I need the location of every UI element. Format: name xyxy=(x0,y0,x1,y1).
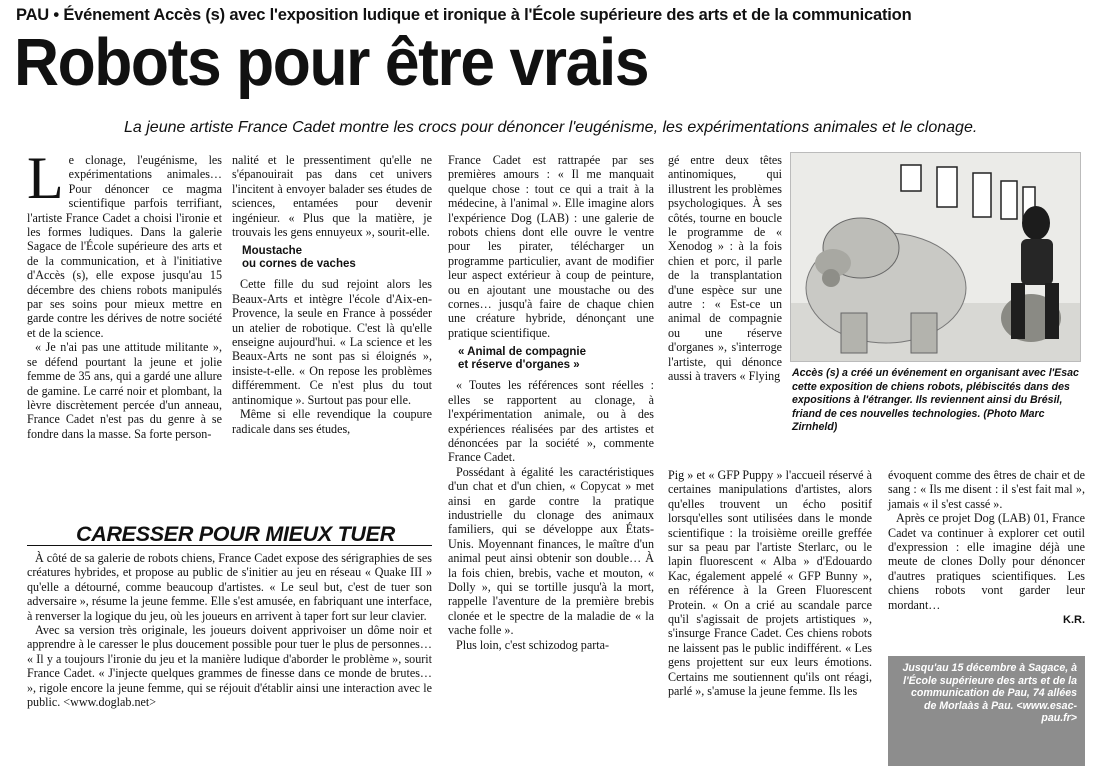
kicker: PAU • Événement Accès (s) avec l'exposition ludique et ironique à l'École supérieure des arts et de la communication xyxy=(16,6,912,24)
standfirst: La jeune artiste France Cadet montre les crocs pour dénoncer l'eugénisme, les expérimentations animales et le clonage. xyxy=(124,119,978,136)
paragraph: Même si elle revendique la coupure radicale dans ses études, xyxy=(232,407,432,436)
column-3 xyxy=(448,153,654,652)
paragraph: À côté de sa galerie de robots chiens, France Cadet expose des sérigraphies de ses créatures hybrides, et propose au public de s'initier au jeu en réseau « Quake III » qu'elle a détourné, comme beaucoup d'artistes. « Le seul but, c'est de tuer son adversaire », résume la jeune femme. Elle s'est amusée, en fabriquant une interface, à renverser la logique du jeu, où les joueurs en arrivent à taper fort sur leur clavier. xyxy=(27,551,432,623)
column-1 xyxy=(27,145,222,441)
paragraph: nalité et le pressentiment qu'elle ne s'épanouirait pas dans cet univers l'incitent à envoyer balader ses études de sciences, entamées pour devenir ingénieur. « Plus que la matière, je trouvais les gens ennuyeux », sourit-elle. xyxy=(232,153,432,240)
column-2 xyxy=(232,153,432,436)
paragraph: Cette fille du sud rejoint alors les Beaux-Arts et intègre l'école d'Aix-en-Provence, la seule en France à posséder un atelier de robotique. C'est là qu'elle enseigne aujourd'hui. « La science et les Beaux-Arts ne sont pas si éloignés », insiste-t-elle. « On repose les problèmes différemment. Ce n'est plus du tout antinomique ». Surtout pas pour elle. xyxy=(232,277,432,407)
subhead-line: et réserve d'organes » xyxy=(458,359,580,372)
paragraph: Avec sa version très originale, les joueurs doivent apprivoiser un dôme noir et apprendre à le caresser le plus doucement possible pour tuer le plus de personnes… « Il y a toujours l'ironie du jeu et la manière ludique d'aborder le problème », sourit France Cadet. « J'injecte quelques grammes de finesse dans ce monde de brutes… », rigole encore la jeune femme, qui se réjouit d'établir ainsi une interaction avec le public. <www.doglab.net> xyxy=(27,623,432,710)
subhead xyxy=(458,346,654,372)
paragraph: Après ce projet Dog (LAB) 01, France Cadet va continuer à explorer cet outil d'expression : elle imagine déjà une meute de clones Dolly pour dénoncer d'autres pratiques scientifiques. Les chiens robots vont garder leur mordant… xyxy=(888,511,1085,612)
author-signature: K.R. xyxy=(1063,614,1085,627)
photo-illustration xyxy=(791,153,1081,362)
info-box: Jusqu'au 15 décembre à Sagace, à l'École supérieure des arts et de la communication de Pau, 74 allées de Morlaàs à Pau. <www.esac-pau.fr> xyxy=(888,656,1085,766)
paragraph: « Je n'ai pas une attitude militante », se défend pourtant la jeune et jolie femme de 35 ans, qui a gardé une allure de gamine. Le carré noir et plombant, la lèvre discrètement percée d'un anneau, France Cadet n'est pas du genre à se fondre dans la masse. Sa forte person- xyxy=(27,340,222,441)
paragraph: évoquent comme des êtres de chair et de sang : « Ils me disent : il s'est fait mal », jamais « il s'est cassé ». xyxy=(888,468,1085,511)
paragraph: Pig » et « GFP Puppy » l'accueil réservé à certaines manipulations d'artistes, alors qu'elles trouvent un écho positif lorsqu'elles sont utilisées dans le monde scientifique : la troisième oreille greffée sur sa peau par l'artiste Sterlarc, ou le lapin fluorescent « Alba » d'Edouardo Kac, également appelé « GFP Bunny », en référence à la Green Fluorescent Protein. « On a crié au scandale parce qu'il s'agissait de projets artistiques », s'insurge France Cadet. Ces chiens robots ne laissent pas le public indifférent. « Les gens projettent sur eux leurs émotions. Certains me soutiennent qu'ils ont réagi, parlé », s'amuse la jeune femme. Ils les xyxy=(668,468,872,699)
column-4-top xyxy=(668,153,782,384)
photo-robot-dogs xyxy=(790,152,1081,362)
subhead xyxy=(242,245,432,271)
section-divider xyxy=(27,545,432,546)
paragraph: « Toutes les références sont réelles : elles se rapportent au clonage, à l'expérimentation animale, ou à des expériences réalisées par des artistes et dénoncées par la société », commente France Cadet. xyxy=(448,378,654,465)
section-title: CARESSER POUR MIEUX TUER xyxy=(76,522,395,546)
paragraph: e clonage, l'eugénisme, les expérimentations animales… Pour dénoncer ce magma scientifique parfois terrifiant, l'artiste France Cadet a choisi l'ironie et les formes ludiques. Dans la galerie Sagace de l'École supérieure des arts et de la communication, et à l'initiative d'Accès (s), elle expose jusqu'au 15 décembre des chiens robots manipulés par ses soins pour mieux mettre en garde contre les dérives de notre société et de la science. xyxy=(27,153,222,340)
paragraph: Plus loin, c'est schizodog parta- xyxy=(456,637,609,652)
photo-caption: Accès (s) a créé un événement en organisant avec l'Esac cette exposition de chiens robots, plébiscités dans des expositions à l'étranger. Ils reviennent ainsi du Brésil, friand de ces nouvelles technologies. (Photo Marc Zirnheld) xyxy=(792,367,1079,434)
column-5 xyxy=(888,468,1085,627)
section-body xyxy=(27,551,432,709)
paragraph: gé entre deux têtes antinomiques, qui illustrent les problèmes psychologiques. À ses côtés, tourne en boucle le programme de « Xenodog » : à la fois chien et porc, il parle de la transplantation d'une espèce sur une autre : « Est-ce un animal de compagnie ou une réserve d'organes », s'interroge l'artiste, qui dénonce aussi à travers « Flying xyxy=(668,153,782,384)
drop-cap: L xyxy=(27,145,64,211)
paragraph: France Cadet est rattrapée par ses premières amours : « Il me manquait quelque chose : tout ce qui a trait à la médecine, à l'animal ». Elle imagine alors l'expérience Dog (LAB) : une galerie de robots chiens dont elle ouvre le ventre pour les pirater, télécharger un programme particulier, avant de modifier leur aspect extérieur à coup de peinture, ou en ajoutant une moustache ou des cornes… jusqu'à faire de chaque chien une créature hybride, dénonçant une pratique scientifique. xyxy=(448,153,654,340)
subhead-line: Moustache xyxy=(242,245,303,258)
subhead-line: « Animal de compagnie xyxy=(458,346,587,359)
subhead-line: ou cornes de vaches xyxy=(242,258,356,271)
headline: Robots pour être vrais xyxy=(14,25,649,100)
column-4-bottom xyxy=(668,468,872,699)
paragraph: Possédant à égalité les caractéristiques d'un chat et d'un chien, « Copycat » met ainsi en garde contre la pratique industrielle du clonage des animaux familiers, qui se développe aux États-Unis. Moyennant finances, le maître d'un animal peut ainsi obtenir son double… À la fois chien, brebis, vache et mouton, « Dolly », qui se tortille jusqu'à la mort, rappelle l'aventure de la première brebis clonée et le spectre de la maladie de « la vache folle ». xyxy=(448,464,654,638)
